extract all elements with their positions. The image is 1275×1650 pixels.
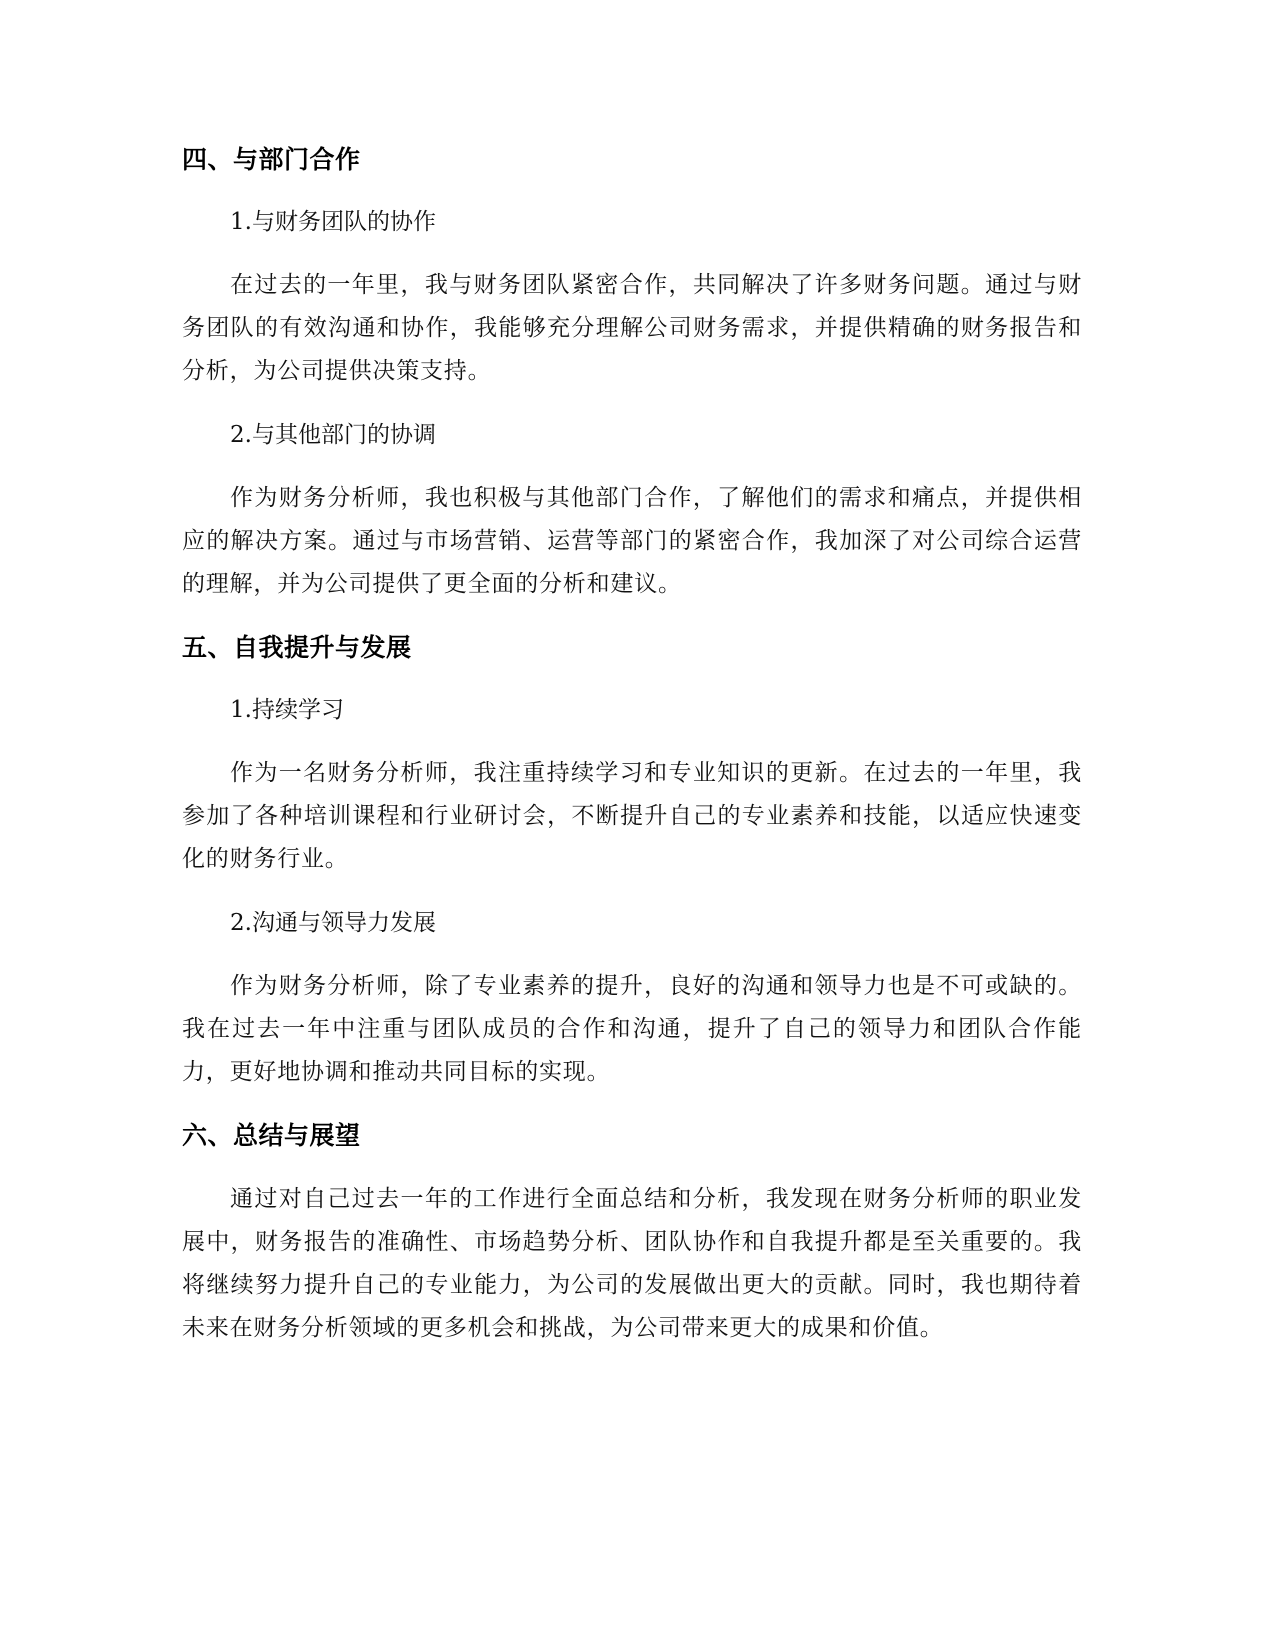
subheading-finance-team: 1.与财务团队的协作	[230, 209, 436, 235]
document-page	[182, 140, 1082, 1350]
paragraph-summary-outlook: 通过对自己过去一年的工作进行全面总结和分析，我发现在财务分析师的职业发展中，财务报告的准确性、市场趋势分析、团队协作和自我提升都是至关重要的。我将继续努力提升自己的专业能力，为公司的发展做出更大的贡献。同时，我也期待着未来在财务分析领域的更多机会和挑战，为公司带来更大的成果和价值。	[182, 1186, 1082, 1341]
paragraph-continuous-learning: 作为一名财务分析师，我注重持续学习和专业知识的更新。在过去的一年里，我参加了各种培训课程和行业研讨会，不断提升自己的专业素养和技能，以适应快速变化的财务行业。	[182, 760, 1082, 872]
section-heading-self-improvement: 五、自我提升与发展	[182, 633, 412, 662]
paragraph-communication-leadership: 作为财务分析师，除了专业素养的提升，良好的沟通和领导力也是不可或缺的。我在过去一年中注重与团队成员的合作和沟通，提升了自己的领导力和团队合作能力，更好地协调和推动共同目标的实现。	[182, 973, 1082, 1085]
paragraph-finance-team: 在过去的一年里，我与财务团队紧密合作，共同解决了许多财务问题。通过与财务团队的有效沟通和协作，我能够充分理解公司财务需求，并提供精确的财务报告和分析，为公司提供决策支持。	[182, 272, 1082, 384]
subheading-other-departments: 2.与其他部门的协调	[230, 422, 436, 448]
section-heading-department-cooperation: 四、与部门合作	[182, 145, 361, 174]
subheading-continuous-learning: 1.持续学习	[230, 697, 344, 723]
subheading-communication-leadership: 2.沟通与领导力发展	[230, 910, 436, 936]
paragraph-other-departments: 作为财务分析师，我也积极与其他部门合作，了解他们的需求和痛点，并提供相应的解决方案。通过与市场营销、运营等部门的紧密合作，我加深了对公司综合运营的理解，并为公司提供了更全面的分析和建议。	[182, 485, 1082, 597]
section-heading-summary-outlook: 六、总结与展望	[182, 1121, 361, 1150]
